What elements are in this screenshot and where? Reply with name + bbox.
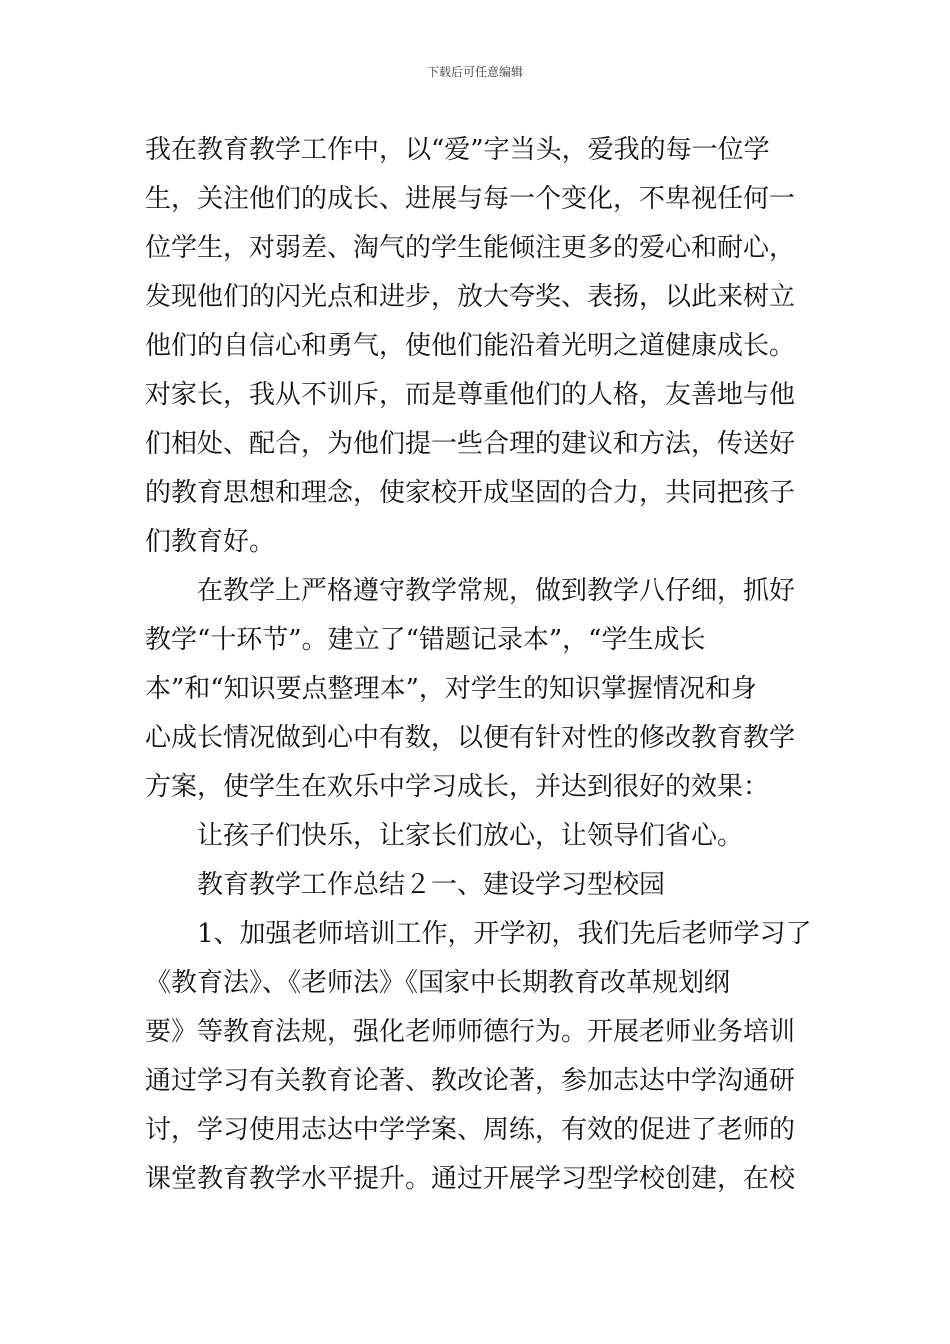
paragraph-1-line-4: 发现他们的闪光点和进步，放大夸奖、表扬，以此来树立 xyxy=(145,282,796,312)
paragraph-2-line-3: 本”和“知识要点整理本”，对学生的知识掌握情况和身 xyxy=(145,674,757,704)
paragraph-5-line-4: 通过学习有关教育论著、教改论著，参加志达中学沟通研 xyxy=(145,1066,796,1096)
paragraph-5-line-2: 《教育法》、《老师法》《国家中长期教育改革规划纲 xyxy=(145,968,731,998)
paragraph-5-line-6: 课堂教育教学水平提升。通过开展学习型学校创建，在校 xyxy=(145,1164,796,1194)
paragraph-2-line-5: 方案，使学生在欢乐中学习成长，并达到很好的效果： xyxy=(145,772,770,802)
paragraph-2-line-4: 心成长情况做到心中有数，以便有针对性的修改教育教学 xyxy=(145,723,796,753)
paragraph-1-line-1: 我在教育教学工作中，以“爱”字当头，爱我的每一位学 xyxy=(145,135,770,165)
paragraph-1-line-9: 们教育好。 xyxy=(145,527,276,557)
page-header: 下载后可任意编辑 xyxy=(426,65,523,79)
paragraph-1-line-3: 位学生，对弱差、淘气的学生能倾注更多的爱心和耐心， xyxy=(145,233,796,263)
paragraph-2-line-2: 教学“十环节”。建立了“错题记录本”，“学生成长 xyxy=(145,625,706,655)
paragraph-3-line-1: 让孩子们快乐，让家长们放心，让领导们省心。 xyxy=(197,821,744,851)
paragraph-1-line-8: 的教育思想和理念，使家校开成坚固的合力，共同把孩子 xyxy=(145,478,796,508)
paragraph-5-line-3: 要》等教育法规，强化老师师德行为。开展老师业务培训 xyxy=(145,1017,796,1047)
paragraph-1-line-6: 对家长，我从不训斥，而是尊重他们的人格，友善地与他 xyxy=(145,380,796,410)
paragraph-1-line-2: 生，关注他们的成长、进展与每一个变化，不卑视任何一 xyxy=(145,184,796,214)
paragraph-2-line-1: 在教学上严格遵守教学常规，做到教学八仔细，抓好 xyxy=(197,576,796,606)
paragraph-5-line-1: 1、加强老师培训工作，开学初，我们先后老师学习了 xyxy=(197,919,812,949)
section-heading: 教育教学工作总结２一、建设学习型校园 xyxy=(197,870,666,900)
paragraph-5-line-5: 讨，学习使用志达中学学案、周练，有效的促进了老师的 xyxy=(145,1115,796,1145)
paragraph-1-line-5: 他们的自信心和勇气，使他们能沿着光明之道健康成长。 xyxy=(145,331,796,361)
document-body xyxy=(145,126,825,1204)
paragraph-1-line-7: 们相处、配合，为他们提一些合理的建议和方法，传送好 xyxy=(145,429,796,459)
